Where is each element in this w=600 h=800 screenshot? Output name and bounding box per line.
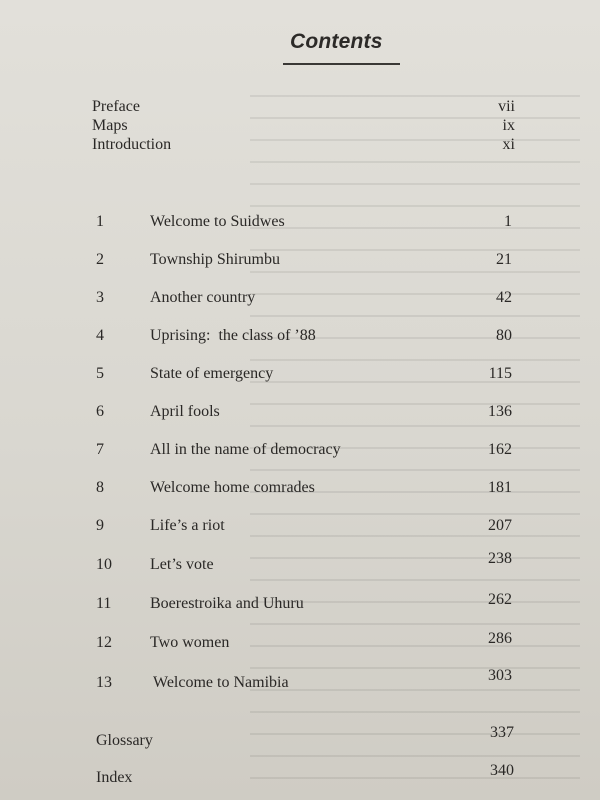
title-underline	[283, 63, 400, 65]
chapter-title: All in the name of democracy	[150, 441, 341, 458]
chapter-title: April fools	[150, 403, 220, 420]
toc-page-number: 238	[488, 550, 512, 567]
toc-page-number: 181	[488, 479, 512, 496]
toc-chapter-row-4	[0, 324, 600, 348]
chapter-title: State of emergency	[150, 365, 274, 382]
chapter-number: 7	[96, 441, 104, 458]
chapter-title: Welcome to Namibia	[153, 674, 289, 691]
toc-page-number: 1	[504, 213, 512, 230]
page-title: Contents	[290, 30, 383, 53]
chapter-number: 11	[96, 595, 112, 612]
toc-page-number: 115	[488, 365, 512, 382]
toc-chapter-row-5	[0, 362, 600, 386]
chapter-title: Boerestroika and Uhuru	[150, 595, 304, 612]
chapter-title: Two women	[150, 634, 230, 651]
toc-chapter-row-13	[0, 667, 600, 695]
chapter-number: 3	[96, 289, 104, 306]
toc-entry-label: Preface	[92, 98, 140, 115]
toc-back-row-index	[0, 762, 600, 790]
toc-page-number: 337	[490, 724, 514, 741]
toc-chapter-row-10	[0, 550, 600, 577]
chapter-number: 12	[96, 634, 112, 651]
chapter-number: 9	[96, 517, 104, 534]
toc-page-number: 21	[496, 251, 512, 268]
toc-page-number: 80	[496, 327, 512, 344]
toc-chapter-row-11	[0, 592, 600, 616]
toc-front-row-introduction	[0, 133, 600, 157]
toc-page-number: 303	[488, 667, 512, 684]
chapter-number: 1	[96, 213, 104, 230]
toc-page-number: 162	[488, 441, 512, 458]
toc-entry-label: Maps	[92, 117, 128, 134]
chapter-title: Township Shirumbu	[150, 251, 280, 268]
toc-page-number: xi	[502, 136, 515, 153]
chapter-title: Welcome to Suidwes	[150, 213, 285, 230]
toc-chapter-row-8	[0, 476, 600, 500]
toc-page-number: vii	[498, 98, 515, 115]
toc-back-row-glossary	[0, 724, 600, 753]
toc-chapter-row-12	[0, 631, 600, 655]
toc-page-number: 207	[488, 517, 512, 534]
chapter-title: Uprising: the class of ’88	[150, 327, 316, 344]
toc-entry-label: Glossary	[96, 732, 153, 749]
chapter-number: 2	[96, 251, 104, 268]
chapter-number: 13	[96, 674, 112, 691]
chapter-number: 6	[96, 403, 104, 420]
toc-entry-label: Introduction	[92, 136, 172, 153]
chapter-title: Another country	[150, 289, 256, 306]
toc-page-number: 340	[490, 762, 514, 779]
toc-chapter-row-3	[0, 286, 600, 310]
chapter-title: Welcome home comrades	[150, 479, 315, 496]
toc-page-number: 42	[496, 289, 512, 306]
toc-page-number: 136	[488, 403, 512, 420]
chapter-number: 10	[96, 556, 112, 573]
toc-chapter-row-7	[0, 438, 600, 462]
toc-chapter-row-2	[0, 248, 600, 272]
toc-chapter-row-1	[0, 210, 600, 234]
chapter-number: 5	[96, 365, 104, 382]
chapter-title: Let’s vote	[150, 556, 214, 573]
chapter-title: Life’s a riot	[150, 517, 225, 534]
chapter-number: 8	[96, 479, 104, 496]
toc-entry-label: Index	[96, 769, 133, 786]
toc-page-number: ix	[502, 117, 515, 134]
toc-chapter-row-9	[0, 514, 600, 538]
chapter-number: 4	[96, 327, 104, 344]
toc-chapter-row-6	[0, 400, 600, 424]
toc-page-number: 286	[488, 630, 512, 647]
toc-page-number: 262	[488, 591, 512, 608]
